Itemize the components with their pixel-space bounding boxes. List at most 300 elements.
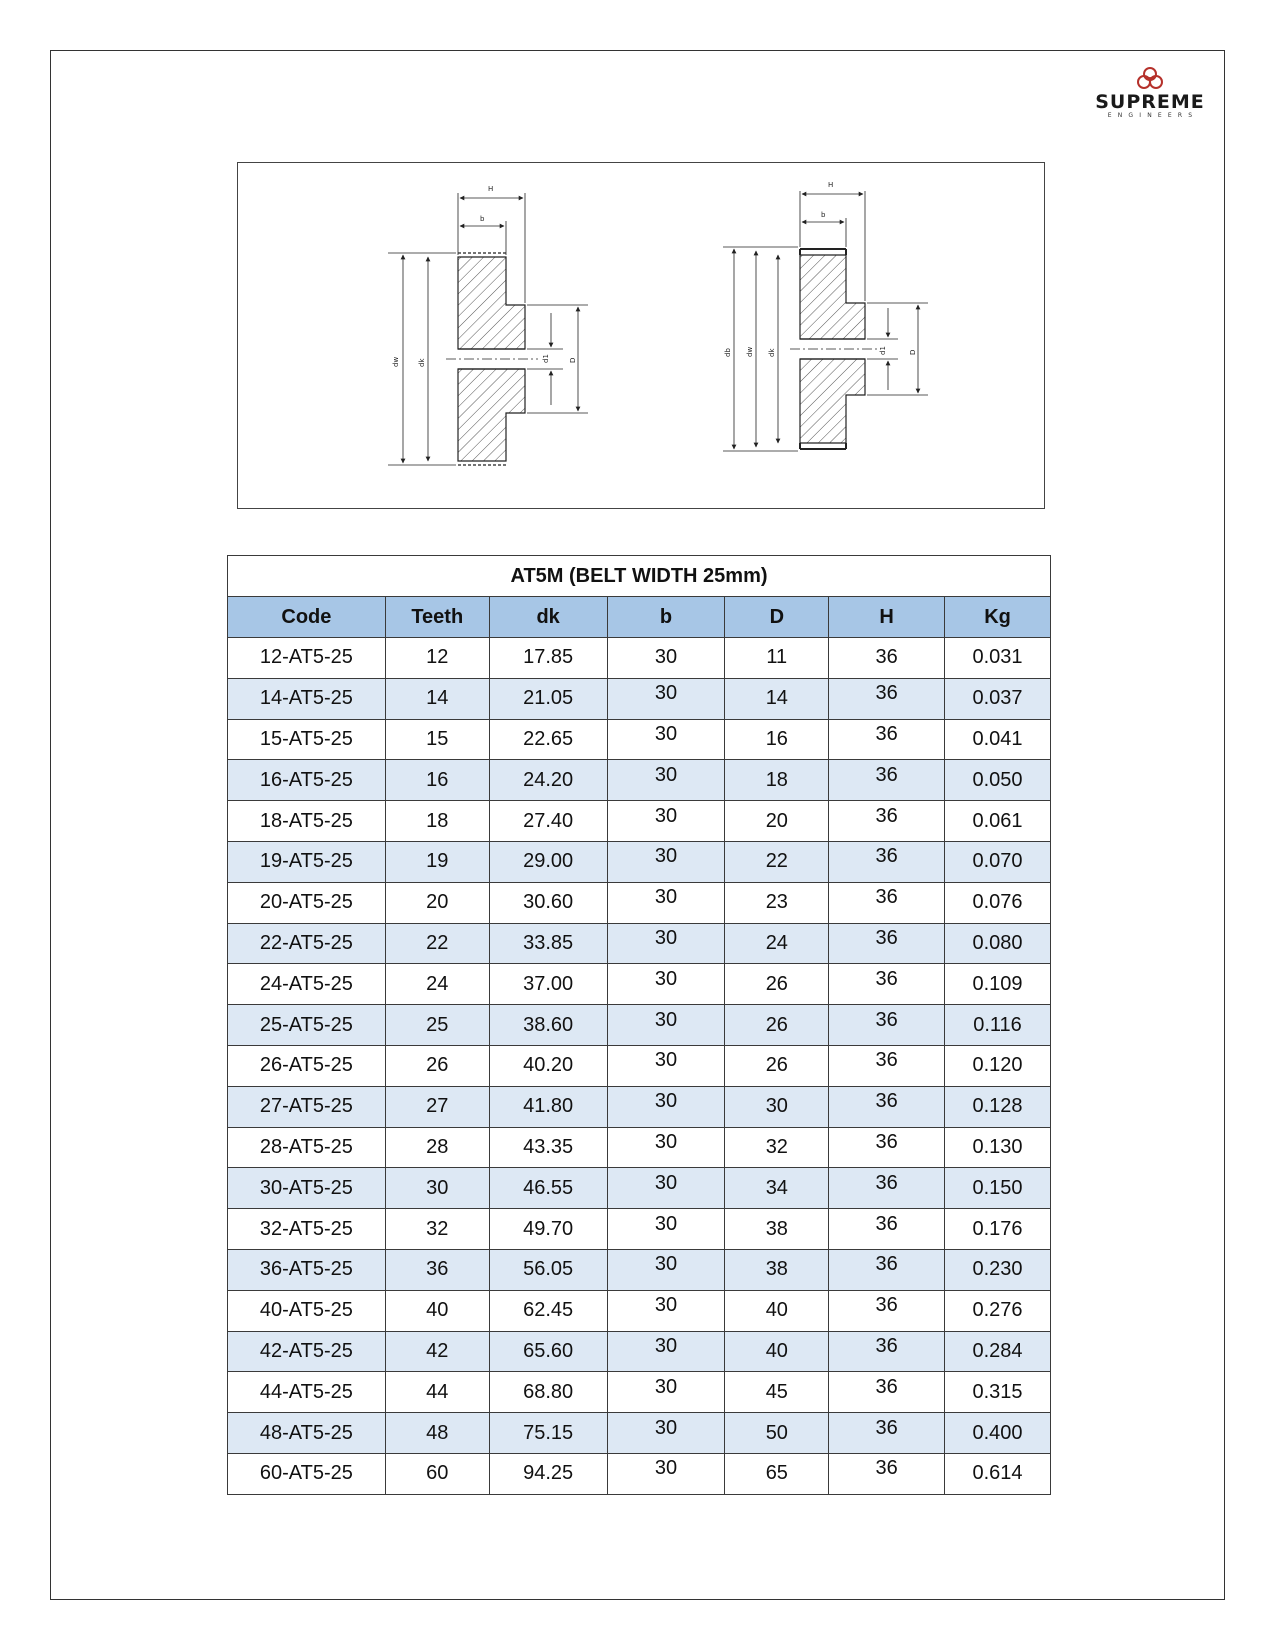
cell-H-value: 36 [875, 1212, 898, 1235]
cell-b [607, 1413, 725, 1454]
column-header-code: Code [228, 597, 386, 638]
cell-D [725, 1168, 829, 1209]
cell-H [829, 923, 945, 964]
cell-code-value: 30-AT5-25 [259, 1176, 353, 1199]
cell-teeth [385, 1005, 489, 1046]
cell-H [829, 719, 945, 760]
cell-teeth [385, 964, 489, 1005]
cell-dk-value: 94.25 [523, 1462, 574, 1485]
cell-dk [489, 678, 607, 719]
cell-b-value: 30 [654, 1334, 678, 1357]
cell-D [725, 1127, 829, 1168]
cell-b [607, 1372, 725, 1413]
cell-dk [489, 1453, 607, 1494]
left-label-H: H [488, 185, 494, 193]
right-label-d1: d1 [879, 346, 887, 355]
cell-D [725, 882, 829, 923]
cell-kg [945, 1249, 1051, 1290]
cell-H-value: 36 [875, 682, 898, 705]
cell-b-value: 30 [654, 886, 678, 909]
cell-teeth-value: 24 [426, 972, 449, 995]
cell-dk-value: 29.00 [523, 850, 574, 873]
column-header-kg: Kg [945, 597, 1051, 638]
cell-code-value: 12-AT5-25 [259, 646, 353, 669]
cell-kg-value: 0.037 [972, 687, 1023, 710]
cell-dk-value: 24.20 [523, 768, 574, 791]
cell-kg [945, 923, 1051, 964]
cell-kg-value: 0.109 [972, 972, 1023, 995]
cell-teeth-value: 15 [426, 727, 449, 750]
cell-b-value: 30 [654, 967, 678, 990]
cell-teeth-value: 14 [426, 687, 449, 710]
cell-teeth-value: 40 [426, 1299, 449, 1322]
cell-H-value: 36 [875, 1130, 898, 1153]
cell-teeth-value: 42 [426, 1339, 449, 1362]
cell-teeth-value: 30 [426, 1176, 449, 1199]
cell-code [228, 1453, 386, 1494]
cell-D-value: 30 [765, 1095, 788, 1118]
cell-D [725, 1331, 829, 1372]
cell-teeth-value: 44 [426, 1380, 449, 1403]
cell-D-value: 23 [765, 891, 788, 914]
cell-dk-value: 68.80 [523, 1380, 574, 1403]
table-row [228, 638, 1051, 679]
cell-H [829, 638, 945, 679]
cell-teeth [385, 1372, 489, 1413]
cell-code-value: 60-AT5-25 [259, 1462, 353, 1485]
cell-teeth-value: 32 [426, 1217, 449, 1240]
table-row [228, 1005, 1051, 1046]
cell-H [829, 801, 945, 842]
cell-code-value: 32-AT5-25 [259, 1217, 353, 1240]
cell-dk-value: 62.45 [523, 1299, 574, 1322]
cell-b-value: 30 [654, 682, 678, 705]
brand-name: SUPREME [1095, 91, 1205, 113]
cell-H [829, 882, 945, 923]
cell-teeth-value: 22 [426, 931, 449, 954]
cell-code-value: 16-AT5-25 [259, 768, 353, 791]
cell-dk-value: 21.05 [523, 687, 574, 710]
cell-D [725, 1413, 829, 1454]
cell-b [607, 1168, 725, 1209]
table-title: AT5M (BELT WIDTH 25mm) [228, 556, 1051, 597]
cell-code [228, 1086, 386, 1127]
cell-H [829, 1127, 945, 1168]
table-row [228, 1413, 1051, 1454]
cell-teeth-value: 27 [426, 1095, 449, 1118]
cell-H [829, 1290, 945, 1331]
cell-dk-value: 49.70 [523, 1217, 574, 1240]
right-label-b: b [821, 211, 826, 219]
cell-D-value: 32 [765, 1135, 788, 1158]
cell-dk [489, 1168, 607, 1209]
cell-kg-value: 0.284 [972, 1339, 1023, 1362]
cell-teeth-value: 26 [426, 1054, 449, 1077]
cell-D [725, 1372, 829, 1413]
left-label-D: D [569, 357, 577, 363]
cell-dk [489, 923, 607, 964]
table-row [228, 1453, 1051, 1494]
cell-teeth-value: 19 [426, 850, 449, 873]
cell-D-value: 34 [765, 1176, 788, 1199]
cell-D-value: 26 [765, 1013, 788, 1036]
cell-code-value: 18-AT5-25 [259, 809, 353, 832]
cell-D [725, 719, 829, 760]
cell-teeth [385, 1331, 489, 1372]
cell-D [725, 678, 829, 719]
cell-b [607, 1005, 725, 1046]
cell-dk-value: 17.85 [523, 646, 574, 669]
left-label-b: b [480, 215, 485, 223]
cell-kg-value: 0.150 [972, 1176, 1023, 1199]
table-row [228, 1290, 1051, 1331]
cell-dk-value: 43.35 [523, 1135, 574, 1158]
cell-b [607, 923, 725, 964]
cell-D-value: 11 [766, 646, 788, 669]
table-row [228, 1045, 1051, 1086]
cell-code [228, 801, 386, 842]
left-label-dk: dk [418, 358, 426, 367]
cell-b-value: 30 [654, 1130, 678, 1153]
cell-H-value: 36 [875, 804, 898, 827]
cell-teeth [385, 760, 489, 801]
cell-kg-value: 0.080 [972, 931, 1023, 954]
cell-kg-value: 0.276 [972, 1299, 1023, 1322]
cell-dk-value: 46.55 [523, 1176, 574, 1199]
cell-b [607, 1331, 725, 1372]
cell-teeth-value: 12 [426, 646, 449, 669]
cell-H [829, 1209, 945, 1250]
cell-code [228, 1045, 386, 1086]
cell-H [829, 1413, 945, 1454]
cell-H-value: 36 [875, 1049, 898, 1072]
cell-D-value: 40 [765, 1339, 788, 1362]
cell-D-value: 20 [765, 809, 788, 832]
cell-b [607, 638, 725, 679]
cell-D [725, 1209, 829, 1250]
column-header-teeth: Teeth [385, 597, 489, 638]
cell-b [607, 1453, 725, 1494]
table-row [228, 1372, 1051, 1413]
cell-kg [945, 1045, 1051, 1086]
cell-b-value: 30 [654, 722, 678, 745]
table-row [228, 719, 1051, 760]
cell-H [829, 1372, 945, 1413]
cell-kg-value: 0.116 [973, 1013, 1022, 1036]
cell-kg [945, 882, 1051, 923]
cell-dk [489, 719, 607, 760]
table-row [228, 678, 1051, 719]
cell-teeth [385, 638, 489, 679]
cell-kg-value: 0.076 [972, 891, 1023, 914]
cell-kg [945, 1453, 1051, 1494]
cell-dk [489, 1086, 607, 1127]
cell-kg [945, 1290, 1051, 1331]
cell-code-value: 40-AT5-25 [259, 1299, 353, 1322]
table-row [228, 1249, 1051, 1290]
brand-tagline: ENGINEERS [1107, 112, 1199, 119]
cell-kg [945, 1372, 1051, 1413]
cell-H [829, 1331, 945, 1372]
cell-kg-value: 0.130 [972, 1135, 1023, 1158]
cell-D-value: 65 [765, 1462, 788, 1485]
cell-teeth [385, 1209, 489, 1250]
cell-H [829, 1168, 945, 1209]
table-row [228, 923, 1051, 964]
cell-dk [489, 1331, 607, 1372]
cell-H [829, 760, 945, 801]
cell-dk-value: 30.60 [523, 891, 574, 914]
cell-dk-value: 41.80 [523, 1095, 574, 1118]
cell-code-value: 36-AT5-25 [259, 1258, 353, 1281]
cell-b [607, 719, 725, 760]
table-row [228, 1127, 1051, 1168]
cell-dk-value: 22.65 [523, 727, 574, 750]
right-label-dk: dk [768, 348, 776, 357]
cell-teeth-value: 60 [426, 1462, 449, 1485]
cell-b [607, 882, 725, 923]
cell-H-value: 36 [875, 722, 898, 745]
cell-teeth [385, 1045, 489, 1086]
cell-dk-value: 75.15 [523, 1421, 574, 1444]
cell-kg-value: 0.031 [972, 646, 1023, 669]
cell-b-value: 30 [654, 1253, 678, 1276]
cell-kg [945, 1127, 1051, 1168]
table-row [228, 760, 1051, 801]
table-row [228, 801, 1051, 842]
technical-drawing [237, 162, 1045, 509]
cell-b-value: 30 [654, 804, 678, 827]
cell-code [228, 882, 386, 923]
cell-teeth [385, 923, 489, 964]
cell-teeth [385, 801, 489, 842]
cell-teeth-value: 20 [426, 891, 449, 914]
cell-b [607, 678, 725, 719]
cell-b-value: 30 [654, 763, 678, 786]
cell-b [607, 841, 725, 882]
cell-kg-value: 0.050 [972, 768, 1023, 791]
cell-H [829, 1086, 945, 1127]
cell-teeth-value: 36 [426, 1258, 449, 1281]
cell-dk [489, 801, 607, 842]
cell-b-value: 30 [654, 1212, 678, 1235]
cell-D [725, 801, 829, 842]
column-header-b: b [607, 597, 725, 638]
cell-dk-value: 37.00 [523, 972, 574, 995]
cell-dk [489, 1413, 607, 1454]
cell-code-value: 48-AT5-25 [259, 1421, 353, 1444]
cell-kg [945, 1413, 1051, 1454]
cell-H [829, 964, 945, 1005]
cell-D [725, 1290, 829, 1331]
cell-teeth [385, 678, 489, 719]
cell-D [725, 1086, 829, 1127]
right-label-H: H [828, 181, 834, 189]
pulley-spec-table [227, 555, 1051, 1495]
cell-code-value: 15-AT5-25 [259, 727, 353, 750]
cell-kg-value: 0.315 [972, 1380, 1023, 1403]
cell-dk-value: 56.05 [523, 1258, 574, 1281]
cell-dk [489, 1209, 607, 1250]
cell-code-value: 42-AT5-25 [259, 1339, 353, 1362]
cell-H [829, 1045, 945, 1086]
cell-D [725, 1453, 829, 1494]
cell-b [607, 1086, 725, 1127]
cell-teeth-value: 18 [426, 809, 449, 832]
cell-dk [489, 964, 607, 1005]
cell-D [725, 841, 829, 882]
cell-teeth-value: 16 [426, 768, 449, 791]
cell-dk [489, 1249, 607, 1290]
cell-D [725, 1045, 829, 1086]
cell-teeth-value: 48 [426, 1421, 449, 1444]
cell-code [228, 1005, 386, 1046]
cell-kg [945, 841, 1051, 882]
cell-teeth [385, 1086, 489, 1127]
cell-dk-value: 33.85 [523, 931, 574, 954]
cell-H-value: 36 [875, 1008, 898, 1031]
cell-kg [945, 1331, 1051, 1372]
cell-H-value: 36 [875, 1375, 898, 1398]
right-label-db: db [724, 348, 732, 357]
cell-b-value: 30 [654, 926, 678, 949]
cell-b [607, 964, 725, 1005]
cell-code [228, 1413, 386, 1454]
cell-D-value: 38 [765, 1258, 788, 1281]
cell-code [228, 638, 386, 679]
cell-H [829, 1249, 945, 1290]
cell-dk [489, 1290, 607, 1331]
pulley-cross-section-drawings [238, 163, 1046, 510]
logo-mark-icon [1135, 66, 1165, 90]
left-pulley-section [388, 193, 588, 465]
cell-H [829, 1453, 945, 1494]
cell-code-value: 19-AT5-25 [259, 850, 353, 873]
cell-code-value: 22-AT5-25 [259, 931, 353, 954]
cell-H-value: 36 [875, 1416, 898, 1439]
cell-dk [489, 882, 607, 923]
cell-kg-value: 0.230 [972, 1258, 1023, 1281]
cell-code [228, 923, 386, 964]
right-pulley-section [723, 191, 928, 451]
cell-D [725, 1005, 829, 1046]
cell-kg [945, 1168, 1051, 1209]
cell-D [725, 923, 829, 964]
table-header-row [228, 597, 1051, 638]
column-header-dk: dk [489, 597, 607, 638]
cell-D-value: 22 [765, 850, 788, 873]
table-row [228, 1086, 1051, 1127]
cell-kg [945, 760, 1051, 801]
cell-kg [945, 801, 1051, 842]
cell-teeth [385, 1453, 489, 1494]
cell-code-value: 24-AT5-25 [259, 972, 353, 995]
cell-D [725, 760, 829, 801]
cell-teeth-value: 28 [426, 1135, 449, 1158]
cell-H-value: 36 [875, 1253, 898, 1276]
cell-code-value: 28-AT5-25 [259, 1135, 353, 1158]
cell-b-value: 30 [654, 1090, 678, 1113]
cell-b-value: 30 [654, 1294, 678, 1317]
cell-H-value: 36 [875, 886, 898, 909]
cell-H [829, 1005, 945, 1046]
cell-H-value: 36 [875, 967, 898, 990]
cell-teeth [385, 1249, 489, 1290]
cell-kg [945, 678, 1051, 719]
cell-teeth [385, 882, 489, 923]
cell-D-value: 14 [765, 687, 788, 710]
cell-code-value: 20-AT5-25 [259, 891, 353, 914]
cell-teeth [385, 1290, 489, 1331]
cell-D-value: 18 [765, 768, 788, 791]
cell-H-value: 36 [875, 1294, 898, 1317]
cell-teeth [385, 719, 489, 760]
table-row [228, 882, 1051, 923]
cell-H [829, 841, 945, 882]
cell-code [228, 1249, 386, 1290]
cell-D [725, 1249, 829, 1290]
cell-b [607, 801, 725, 842]
cell-teeth [385, 1413, 489, 1454]
cell-kg [945, 1209, 1051, 1250]
cell-b [607, 1045, 725, 1086]
cell-code-value: 26-AT5-25 [259, 1054, 353, 1077]
cell-D [725, 964, 829, 1005]
cell-dk [489, 1005, 607, 1046]
cell-H-value: 36 [875, 845, 898, 868]
left-label-d1: d1 [542, 354, 550, 363]
cell-teeth [385, 841, 489, 882]
cell-code [228, 1290, 386, 1331]
cell-code [228, 841, 386, 882]
cell-dk [489, 1127, 607, 1168]
cell-b-value: 30 [654, 1375, 678, 1398]
cell-kg [945, 1086, 1051, 1127]
cell-kg [945, 719, 1051, 760]
column-header-D: D [725, 597, 829, 638]
cell-code [228, 1331, 386, 1372]
cell-teeth [385, 1168, 489, 1209]
cell-code [228, 964, 386, 1005]
cell-code-value: 27-AT5-25 [259, 1095, 353, 1118]
cell-H-value: 36 [875, 1171, 898, 1194]
cell-code-value: 25-AT5-25 [259, 1013, 353, 1036]
cell-teeth-value: 25 [426, 1013, 449, 1036]
cell-kg [945, 638, 1051, 679]
cell-H-value: 36 [875, 1090, 898, 1113]
table-row [228, 1331, 1051, 1372]
cell-kg-value: 0.061 [972, 809, 1023, 832]
cell-D-value: 50 [765, 1421, 788, 1444]
cell-code [228, 719, 386, 760]
cell-b [607, 760, 725, 801]
cell-b-value: 30 [654, 1171, 678, 1194]
cell-D-value: 26 [765, 972, 788, 995]
cell-D [725, 638, 829, 679]
table-row [228, 841, 1051, 882]
cell-code [228, 678, 386, 719]
brand-logo [1085, 66, 1215, 119]
cell-b-value: 30 [654, 1008, 678, 1031]
cell-kg-value: 0.400 [972, 1421, 1023, 1444]
left-label-dw: dw [392, 356, 400, 367]
cell-dk-value: 40.20 [523, 1054, 574, 1077]
cell-H [829, 678, 945, 719]
cell-code [228, 1127, 386, 1168]
column-header-H: H [829, 597, 945, 638]
cell-dk-value: 38.60 [523, 1013, 574, 1036]
cell-D-value: 45 [765, 1380, 788, 1403]
